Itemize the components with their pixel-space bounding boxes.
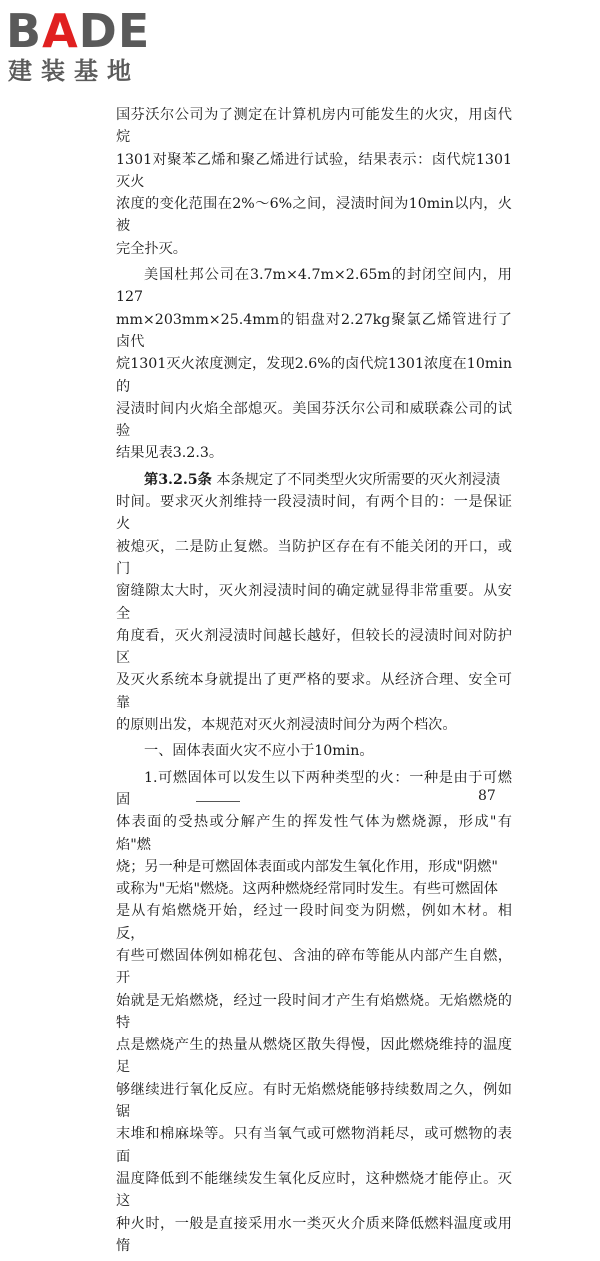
clause-text: 本条规定了不同类型火灾所需要的灭火剂浸渍 时间。要求灭火剂维持一段浸渍时间，有两个目的：一是保证火 被熄灭，二是防止复燃。当防护区存在有不能关闭的开口，或门 窗缝隙太大时，灭火剂浸渍时间的确定就显得非常重要。从安全 角度看，灭火剂浸渍时间越长越好，但较长的浸渍时间对防护区 及灭火系统本身就提出了更严格的要求。从经济合理、安全可靠 的原则出发，本规范对灭火剂浸渍时间分为两个档次。 <box>116 471 512 734</box>
paragraph-3 <box>116 469 512 737</box>
page-number: 87 <box>478 788 496 804</box>
brand-logo <box>6 6 176 96</box>
clause-label: 第3.2.5条 <box>144 471 212 488</box>
paragraph-2: 美国杜邦公司在3.7m×4.7m×2.65m的封闭空间内，用127 mm×203mm×25.4mm的铝盘对2.27kg聚氯乙烯管进行了卤代 烷1301灭火浓度测定，发现2.6%的卤代烷1301浓度在10min的 浸渍时间内火焰全部熄灭。美国芬沃尔公司和威联森公司的试验 结果见表3.2.3。 <box>116 267 512 462</box>
paragraph-4: 一、固体表面火灾不应小于10min。 <box>144 743 374 760</box>
logo-subtitle: 建装基地 <box>8 57 140 85</box>
document-body <box>116 104 512 1261</box>
footer-rule <box>196 801 240 802</box>
paragraph-1: 国芬沃尔公司为了测定在计算机房内可能发生的火灾，用卤代烷 1301对聚苯乙烯和聚乙烯进行试验，结果表示：卤代烷1301灭火 浓度的变化范围在2%～6%之间，浸渍时间为10min以内，火被 完全扑灭。 <box>116 107 512 257</box>
paragraph-5: 1.可燃固体可以发生以下两种类型的火：一种是由于可燃固 体表面的受热或分解产生的挥发性气体为燃烧源，形成"有焰"燃 烧；另一种是可燃固体表面或内部发生氧化作用，形成"阴燃" 或称为"无焰"燃烧。这两种燃烧经常同时发生。有些可燃固体 是从有焰燃烧开始，经过一段时间变为阴燃，例如木材。相反， 有些可燃固体例如棉花包、含油的碎布等能从内部产生自燃，开 始就是无焰燃烧，经过一段时间才产生有焰燃烧。无焰燃烧的特 点是燃烧产生的热量从燃烧区散失得慢，因此燃烧维持的温度足 够继续进行氧化反应。有时无焰燃烧能够持续数周之久，例如锯 末堆和棉麻垛等。只有当氧气或可燃物消耗尽，或可燃物的表面 温度降低到不能继续发生氧化反应时，这种燃烧才能停止。灭这 种火时，一般是直接采用水一类灭火介质来降低燃料温度或用惰 <box>116 769 512 1254</box>
logo-wordmark: BADE <box>6 4 151 58</box>
